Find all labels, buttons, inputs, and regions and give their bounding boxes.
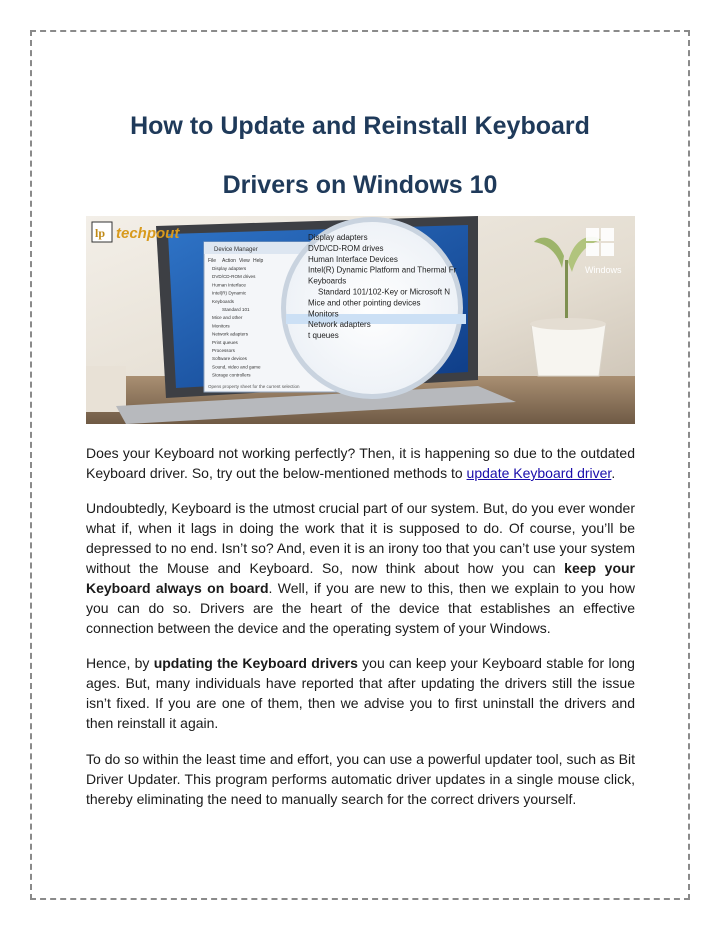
intro-text: Does your Keyboard not working perfectly? Then, it is happening so due to the outdated Keyboard driver. So, try out the below-mentioned methods to: [86, 445, 635, 481]
zoom-item: Human Interface Devices: [308, 254, 398, 264]
tree-item: Mice and other: [212, 315, 243, 321]
update-keyboard-driver-link[interactable]: update Keyboard driver: [466, 465, 612, 481]
tree-item: Standard 101: [222, 307, 250, 312]
tree-item: Intel(R) Dynamic: [212, 290, 247, 296]
menu-file: File: [208, 258, 217, 264]
brand-mark: lp: [95, 226, 106, 240]
zoom-item: Network adapters: [308, 320, 371, 330]
tree-item: Keyboards: [212, 298, 234, 304]
zoom-item: Standard 101/102-Key or Microsoft N: [318, 287, 451, 297]
tree-item: Network adapters: [212, 331, 249, 337]
zoom-item: Intel(R) Dynamic Platform and Thermal Fr: [308, 265, 457, 275]
tree-item: Storage controllers: [212, 372, 251, 378]
zoom-item: Keyboards: [308, 276, 347, 286]
windows-label: Windows: [585, 265, 622, 275]
paragraph-updating: [86, 653, 635, 733]
menu-action: Action: [222, 258, 236, 264]
updating-text-b: you can keep your Keyboard stable for long ages. But, many individuals have reported that after updating the drivers still the issue isn’t fixed. If you are one of them, then we advise you to first uninstall the drivers and then reinstall it again.: [86, 655, 635, 731]
importance-bold: keep your Keyboard always on board: [86, 560, 636, 596]
status-text: Opens property sheet for the current selection: [208, 384, 300, 389]
brand-name: techpout: [116, 225, 180, 242]
zoom-item: Mice and other pointing devices: [308, 298, 421, 308]
updating-text-a: Hence, by: [86, 655, 154, 671]
importance-text-b: . Well, if you are new to this, then we explain to you how you can do so. Drivers are the heart of the device that establishes an effective connection between the device and the operating system of your Windows.: [86, 580, 635, 636]
title-line-2: Drivers on Windows 10: [222, 171, 498, 199]
updating-bold: updating the Keyboard drivers: [153, 655, 358, 671]
zoom-item: Display adapters: [308, 233, 368, 242]
tree-item: Display adapters: [212, 266, 247, 271]
hero-image: [86, 216, 635, 424]
menu-help: Help: [253, 258, 264, 264]
importance-text-a: Undoubtedly, Keyboard is the utmost crucial part of our system. But, do you ever wonder what if, when it lags in doing the work that it is supposed to do. Of course, you’ll be depressed to no end. Isn’t so? And, even it is an irony too that you can’t use your system without the Mouse and Keyboard. So, now think about how you can: [86, 500, 635, 576]
tree-item: DVD/CD-ROM drives: [212, 274, 256, 280]
tree-item: Print queues: [212, 339, 238, 345]
tree-item: Sound, video and game: [212, 364, 261, 370]
paragraph-intro: [86, 443, 635, 483]
zoom-item: DVD/CD-ROM drives: [308, 243, 384, 253]
tree-item: Software devices: [212, 356, 247, 362]
tree-item: Processors: [212, 348, 235, 353]
menu-view: View: [239, 258, 250, 264]
paragraph-tool: To do so within the least time and effort, you can use a powerful updater tool, such as Bit Driver Updater. This program performs automatic driver updates in a single mouse click, thereby eliminating the need to manually search for the correct drivers yourself.: [86, 751, 635, 807]
zoom-item: t queues: [308, 331, 339, 341]
title-line-1: How to Update and Reinstall Keyboard: [130, 112, 590, 140]
tree-item: Monitors: [212, 323, 230, 329]
intro-period: .: [611, 465, 616, 481]
zoom-item: Monitors: [308, 309, 339, 319]
tree-item: Human Interface: [212, 282, 246, 288]
paragraph-importance: [86, 498, 635, 638]
window-title: Device Manager: [214, 247, 258, 253]
